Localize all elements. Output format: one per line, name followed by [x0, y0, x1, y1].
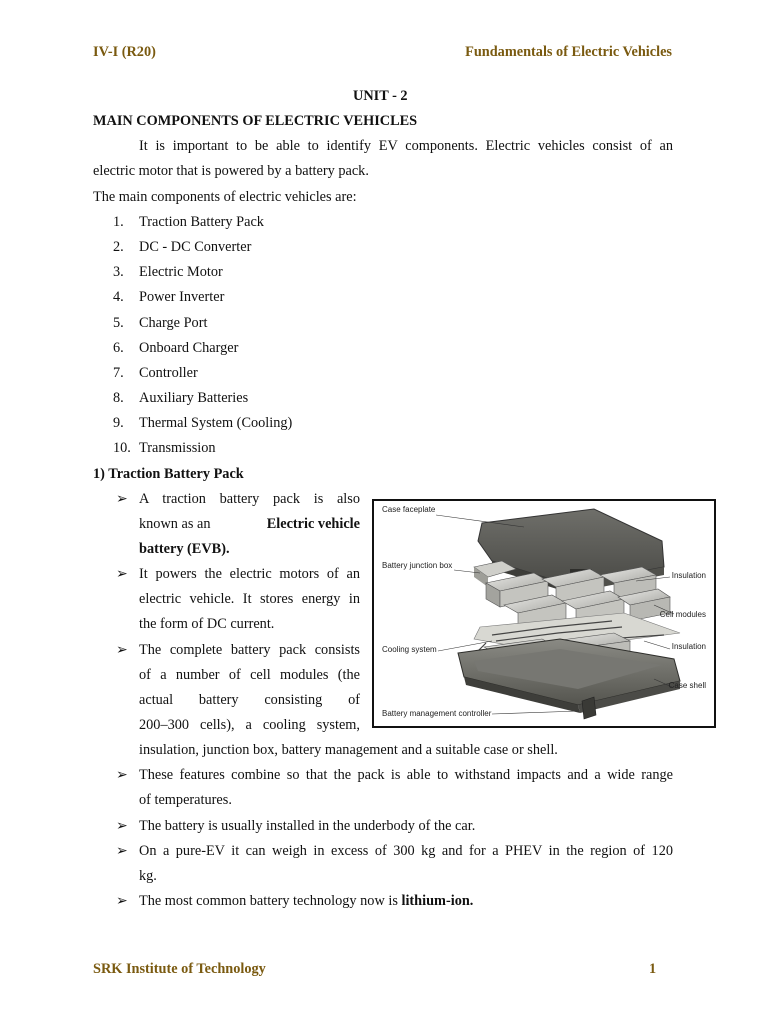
- arrow-bullet-icon: ➢: [116, 566, 128, 582]
- arrow-bullet-icon: ➢: [116, 893, 128, 909]
- unit-title: UNIT - 2: [353, 88, 408, 104]
- bullet-1-line-2: known as an Electric vehicle: [139, 516, 360, 532]
- bullet-7-line-1: The most common battery technology now is lithium-ion.: [139, 893, 474, 909]
- intro-line-2: electric motor that is powered by a battery pack.: [93, 163, 369, 179]
- arrow-bullet-icon: ➢: [116, 767, 128, 783]
- bullet-2-line-1: It powers the electric motors of an: [139, 566, 360, 582]
- label-battery-management-controller: Battery management controller: [382, 709, 492, 718]
- label-cooling-system: Cooling system: [382, 645, 437, 654]
- bullet-3-line-4: 200–300 cells), a cooling system,: [139, 717, 360, 733]
- bullet-1-line-3: battery (EVB).: [139, 541, 230, 557]
- label-case-faceplate: Case faceplate: [382, 505, 436, 514]
- subsection-title: 1) Traction Battery Pack: [93, 466, 244, 482]
- page-number: 1: [649, 961, 657, 977]
- bullet-2-line-2: electric vehicle. It stores energy in: [139, 591, 360, 607]
- section-title: MAIN COMPONENTS OF ELECTRIC VEHICLES: [93, 113, 418, 129]
- arrow-bullet-icon: ➢: [116, 818, 128, 834]
- bullet-5-line-1: The battery is usually installed in the underbody of the car.: [139, 818, 476, 834]
- bullet-4-line-1: These features combine so that the pack is able to withstand impacts and a wide range: [139, 767, 673, 783]
- label-case-shell: Case shell: [668, 681, 706, 690]
- intro-line-3: The main components of electric vehicles are:: [93, 189, 357, 205]
- arrow-bullet-icon: ➢: [116, 843, 128, 859]
- battery-pack-figure: [372, 499, 716, 728]
- bullet-1-line-1: A traction battery pack is also: [139, 491, 360, 507]
- bullet-3-line-1: The complete battery pack consists: [139, 642, 360, 658]
- footer-left: SRK Institute of Technology: [93, 961, 266, 977]
- bullet-6-line-2: kg.: [139, 868, 157, 884]
- bullet-3-line-3: actual battery consisting of: [139, 692, 360, 708]
- label-cell-modules: Cell modules: [659, 610, 706, 619]
- bullet-6-line-1: On a pure-EV it can weigh in excess of 300 kg and for a PHEV in the region of 120: [139, 843, 673, 859]
- label-insulation-top: Insulation: [671, 571, 706, 580]
- header-left: IV-I (R20): [93, 44, 156, 60]
- arrow-bullet-icon: ➢: [116, 642, 128, 658]
- arrow-bullet-icon: ➢: [116, 491, 128, 507]
- bullet-3-line-2: of a number of cell modules (the: [139, 667, 360, 683]
- bullet-4-line-2: of temperatures.: [139, 792, 232, 808]
- header-right: Fundamentals of Electric Vehicles: [465, 44, 672, 60]
- bullet-2-line-3: the form of DC current.: [139, 616, 275, 632]
- label-battery-junction-box: Battery junction box: [382, 561, 453, 570]
- bullet-3-line-5: insulation, junction box, battery management and a suitable case or shell.: [139, 742, 558, 758]
- label-insulation-bottom: Insulation: [671, 642, 706, 651]
- intro-line-1: It is important to be able to identify EV components. Electric vehicles consist of an: [139, 138, 673, 154]
